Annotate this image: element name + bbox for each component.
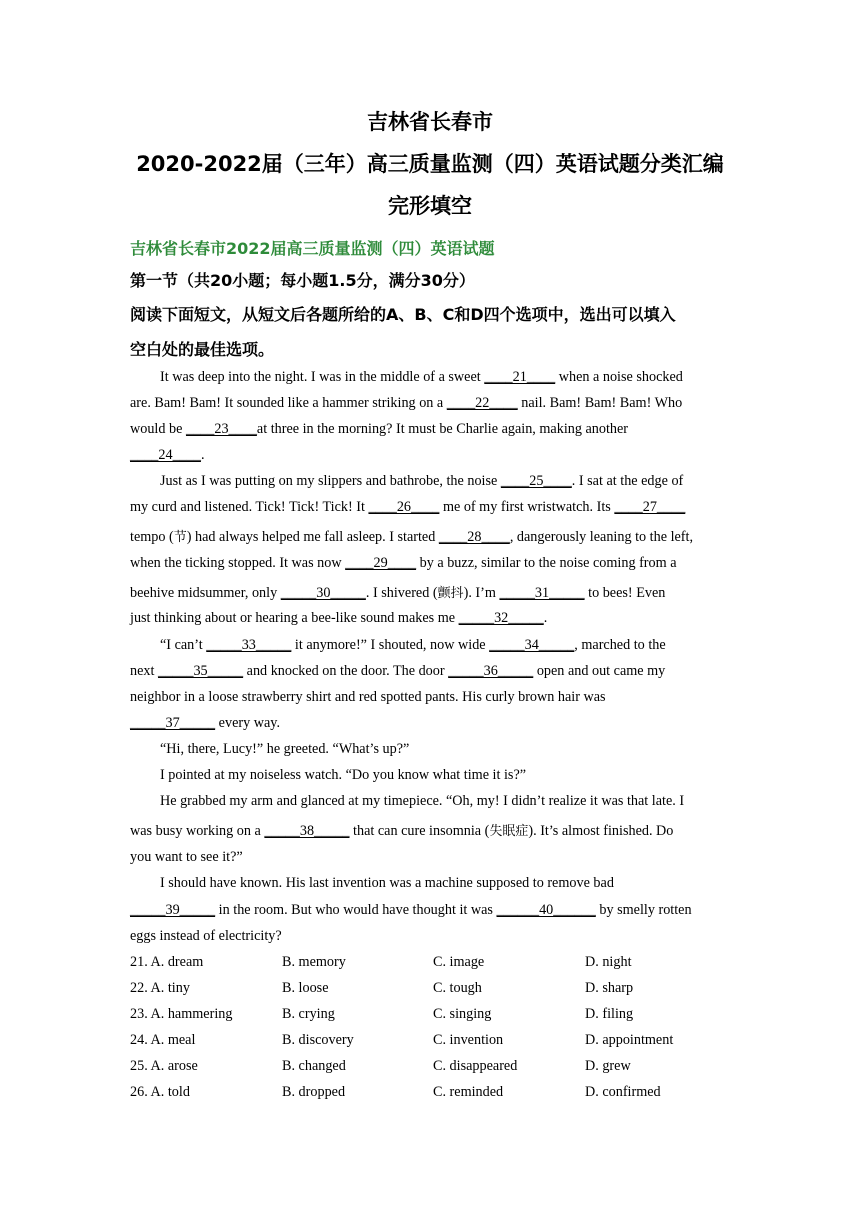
passage-line: [130, 582, 740, 602]
passage-line: eggs instead of electricity?: [130, 928, 282, 944]
passage-line: [130, 499, 740, 516]
blank-25: ____25____: [500, 473, 572, 489]
passage-text: would be: [130, 421, 186, 437]
passage-text: open and out came my: [533, 663, 666, 679]
passage-line: [130, 421, 740, 438]
blank-40: ______40______: [496, 902, 596, 918]
blank-31: _____31_____: [499, 585, 585, 601]
passage-line: [130, 663, 740, 680]
option-c: C. reminded: [433, 1084, 504, 1100]
passage-line: I pointed at my noiseless watch. “Do you know what time it is?”: [160, 767, 527, 783]
blank-22: ____22____: [446, 395, 518, 411]
blank-38: _____38_____: [264, 823, 350, 839]
option-c: C. disappeared: [433, 1058, 518, 1074]
blank-35: _____35_____: [157, 663, 244, 679]
option-b: B. crying: [282, 1006, 335, 1022]
doc-title-collection: 2020-2022届（三年）高三质量监测（四）英语试题分类汇编: [136, 152, 724, 176]
option-d: D. filing: [585, 1006, 634, 1022]
option-c: C. singing: [433, 1006, 492, 1022]
passage-text: .: [543, 610, 548, 626]
gloss-text: 颤抖: [437, 586, 464, 601]
passage-text: next: [130, 663, 158, 679]
question-options: [130, 1058, 740, 1078]
blank-32: _____32_____: [458, 610, 544, 626]
passage-line: [130, 902, 740, 919]
question-options: [130, 954, 740, 974]
question-options: [130, 980, 740, 1000]
passage-line: [160, 473, 770, 490]
passage-text: me of my first wristwatch. Its: [439, 499, 615, 515]
option-d: D. appointment: [585, 1032, 674, 1048]
option-a: 23. A. hammering: [130, 1006, 233, 1022]
passage-line: [130, 447, 740, 464]
passage-text: by smelly rotten: [595, 902, 692, 918]
gloss-text: 节: [173, 530, 187, 545]
passage-text: nail. Bam! Bam! Bam! Who: [517, 395, 683, 411]
instruction-line-1: 阅读下面短文，从短文后各题所给的A、B、C和D四个选项中，选出可以填入: [130, 305, 676, 324]
blank-29: ____29____: [345, 555, 417, 571]
option-a: 25. A. arose: [130, 1058, 198, 1074]
passage-text: .: [200, 447, 205, 463]
option-c: C. tough: [433, 980, 482, 996]
passage-text: that can cure insomnia (: [349, 823, 490, 839]
passage-text: are. Bam! Bam! It sounded like a hammer striking on a: [130, 395, 447, 411]
passage-text: to bees! Even: [584, 585, 666, 601]
option-b: B. discovery: [282, 1032, 354, 1048]
passage-text: my curd and listened. Tick! Tick! Tick! It: [130, 499, 369, 515]
passage-line: [130, 555, 740, 572]
blank-34: _____34_____: [489, 637, 575, 653]
blank-39: _____39_____: [130, 902, 216, 918]
passage-text: was busy working on a: [130, 823, 265, 839]
passage-text: ). I’m: [463, 585, 500, 601]
option-d: D. grew: [585, 1058, 631, 1074]
option-a: 21. A. dream: [130, 954, 204, 970]
passage-line: He grabbed my arm and glanced at my timepiece. “Oh, my! I didn’t realize it was that late. I: [160, 793, 685, 809]
option-c: C. invention: [433, 1032, 504, 1048]
blank-33: _____33_____: [206, 637, 292, 653]
passage-text: Just as I was putting on my slippers and bathrobe, the noise: [160, 473, 501, 489]
passage-text: at three in the morning? It must be Charlie again, making another: [256, 421, 629, 437]
passage-line: I should have known. His last invention was a machine supposed to remove bad: [160, 875, 614, 891]
option-b: B. dropped: [282, 1084, 346, 1100]
passage-text: in the room. But who would have thought it was: [215, 902, 497, 918]
passage-text: when the ticking stopped. It was now: [130, 555, 346, 571]
passage-text: when a noise shocked: [555, 369, 683, 385]
blank-28: ____28____: [438, 529, 510, 545]
passage-text: “I can’t: [160, 637, 207, 653]
option-a: 26. A. told: [130, 1084, 190, 1100]
part-heading: 第一节（共20小题；每小题1.5分，满分30分）: [130, 271, 475, 290]
passage-text: ). It’s almost finished. Do: [528, 823, 674, 839]
passage-text: . I shivered (: [365, 585, 438, 601]
passage-line: [130, 610, 740, 627]
passage-line: [160, 637, 770, 654]
blank-37: _____37_____: [130, 715, 216, 731]
passage-text: beehive midsummer, only: [130, 585, 281, 601]
passage-text: and knocked on the door. The door: [243, 663, 449, 679]
passage-line: [130, 526, 740, 546]
option-a: 24. A. meal: [130, 1032, 196, 1048]
option-b: B. changed: [282, 1058, 346, 1074]
passage-text: , dangerously leaning to the left,: [509, 529, 694, 545]
passage-text: , marched to the: [574, 637, 666, 653]
passage-text: it anymore!” I shouted, now wide: [291, 637, 490, 653]
doc-title-region: 吉林省长春市: [367, 110, 493, 134]
passage-text: by a buzz, similar to the noise coming from a: [416, 555, 677, 571]
blank-27: ____27____: [614, 499, 686, 515]
passage-line: [160, 369, 770, 386]
option-a: 22. A. tiny: [130, 980, 190, 996]
option-d: D. confirmed: [585, 1084, 661, 1100]
gloss-text: 失眠症: [489, 824, 529, 839]
passage-line: [130, 395, 740, 412]
section-title: 吉林省长春市2022届高三质量监测（四）英语试题: [130, 239, 495, 258]
passage-text: ) had always helped me fall asleep. I started: [186, 529, 439, 545]
option-d: D. night: [585, 954, 632, 970]
passage-line: neighbor in a loose strawberry shirt and red spotted pants. His curly brown hair was: [130, 689, 606, 705]
blank-21: ____21____: [484, 369, 556, 385]
question-options: [130, 1032, 740, 1052]
blank-24: ____24____: [130, 447, 201, 463]
passage-text: just thinking about or hearing a bee-like sound makes me: [130, 610, 459, 626]
blank-36: _____36_____: [448, 663, 534, 679]
question-options: [130, 1084, 740, 1104]
option-c: C. image: [433, 954, 485, 970]
passage-text: It was deep into the night. I was in the middle of a sweet: [160, 369, 485, 385]
passage-line: “Hi, there, Lucy!” he greeted. “What’s up?”: [160, 741, 410, 757]
passage-text: every way.: [215, 715, 280, 731]
passage-line: [130, 715, 740, 732]
option-d: D. sharp: [585, 980, 634, 996]
passage-line: you want to see it?”: [130, 849, 243, 865]
doc-title-topic: 完形填空: [388, 194, 472, 218]
passage-line: [130, 820, 740, 840]
option-b: B. memory: [282, 954, 346, 970]
option-b: B. loose: [282, 980, 329, 996]
blank-26: ____26____: [368, 499, 440, 515]
question-options: [130, 1006, 740, 1026]
blank-30: _____30_____: [280, 585, 366, 601]
blank-23: ____23____: [185, 421, 257, 437]
instruction-line-2: 空白处的最佳选项。: [130, 340, 275, 359]
passage-text: tempo (: [130, 529, 174, 545]
passage-text: . I sat at the edge of: [571, 473, 684, 489]
